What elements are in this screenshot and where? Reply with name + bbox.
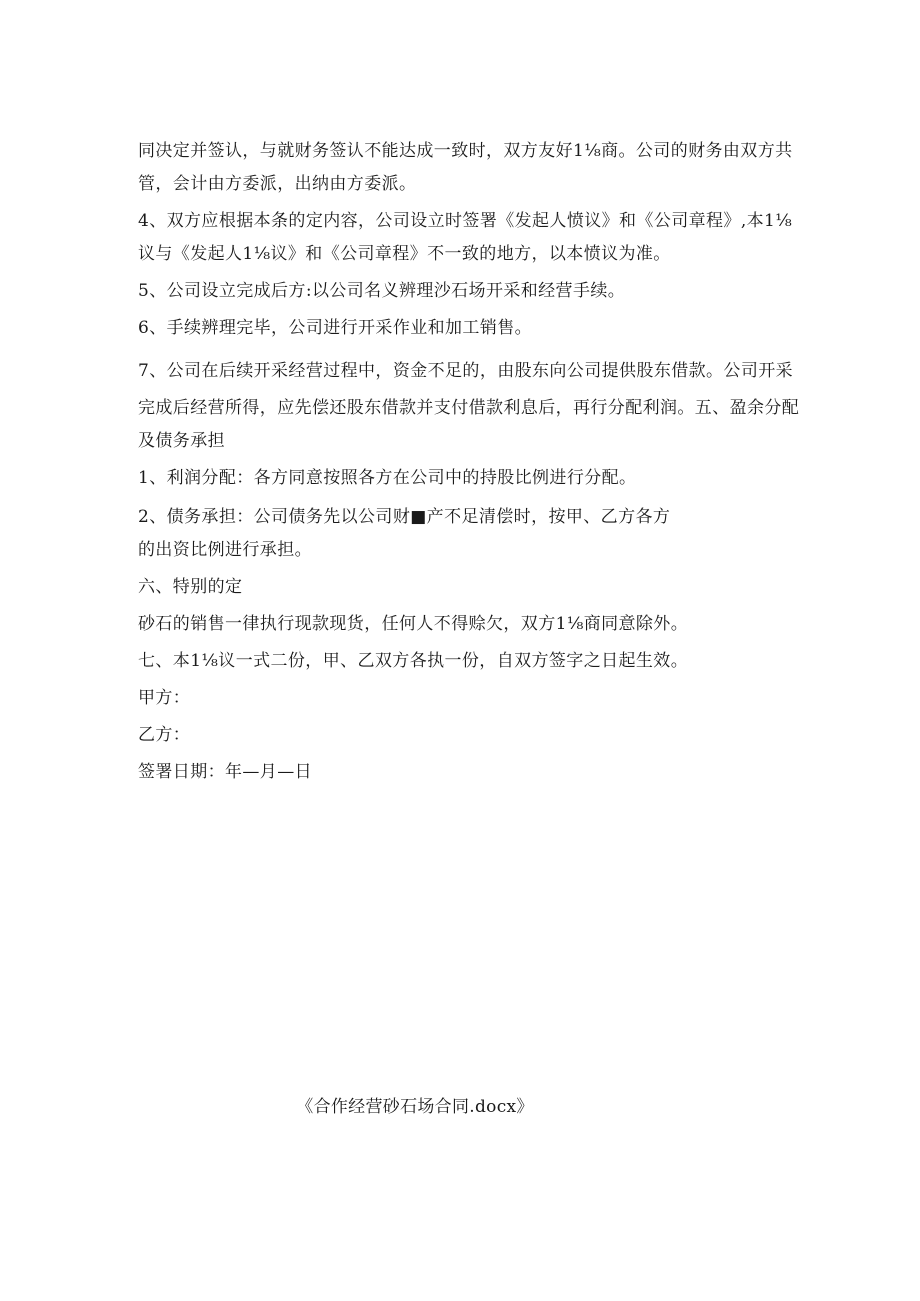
document-footer: 《合作经营砂石场合同.docx》: [296, 1097, 534, 1117]
clause-4: 4、双方应根据本条的定内容，公司设立时签署《发起人愤议》和《公司章程》,本1⅛: [138, 211, 793, 231]
text-line: 同决定并签认，与就财务签认不能达成一致时，双方友好1⅛商。公司的财务由双方共: [138, 141, 793, 161]
clause-6: 6、手续辨理完毕，公司进行开采作业和加工销售。: [138, 318, 533, 338]
signing-date: 签署日期：年—月—日: [138, 762, 312, 782]
text-line: 管，会计由方委派，出纳由方委派。: [138, 174, 417, 194]
clause-5: 5、公司设立完成后方:以公司名义辨理沙石场开采和经营手续。: [138, 281, 626, 301]
clause-7: 7、公司在后续开采经营过程中，资金不足的，由股东向公司提供股东借款。公司开采: [138, 361, 794, 381]
debt-bearing: 2、债务承担：公司债务先以公司财■产不足清偿时，按甲、乙方各方: [138, 507, 671, 527]
text-line: 完成后经营所得，应先偿还股东借款并支付借款利息后，再行分配利润。五、盈余分配: [138, 398, 800, 418]
text-line: 的出资比例进行承担。: [138, 540, 312, 560]
text-line: 砂石的销售一律执行现款现货，任何人不得赊欠，双方1⅛商同意除外。: [138, 614, 689, 634]
text-line: 议与《发起人1⅛议》和《公司章程》不一致的地方，以本愤议为准。: [138, 244, 671, 264]
section-seven: 七、本1⅛议一式二份，甲、乙双方各执一份，自双方签字之日起生效。: [138, 651, 689, 671]
text-line: 及债务承担: [138, 431, 225, 451]
section-heading-special: 六、特别的定: [138, 577, 243, 597]
party-a-signature: 甲方：: [138, 688, 191, 708]
profit-distribution: 1、利润分配：各方同意按照各方在公司中的持股比例进行分配。: [138, 468, 637, 488]
party-b-signature: 乙方：: [138, 725, 191, 745]
contract-body: [138, 135, 800, 789]
